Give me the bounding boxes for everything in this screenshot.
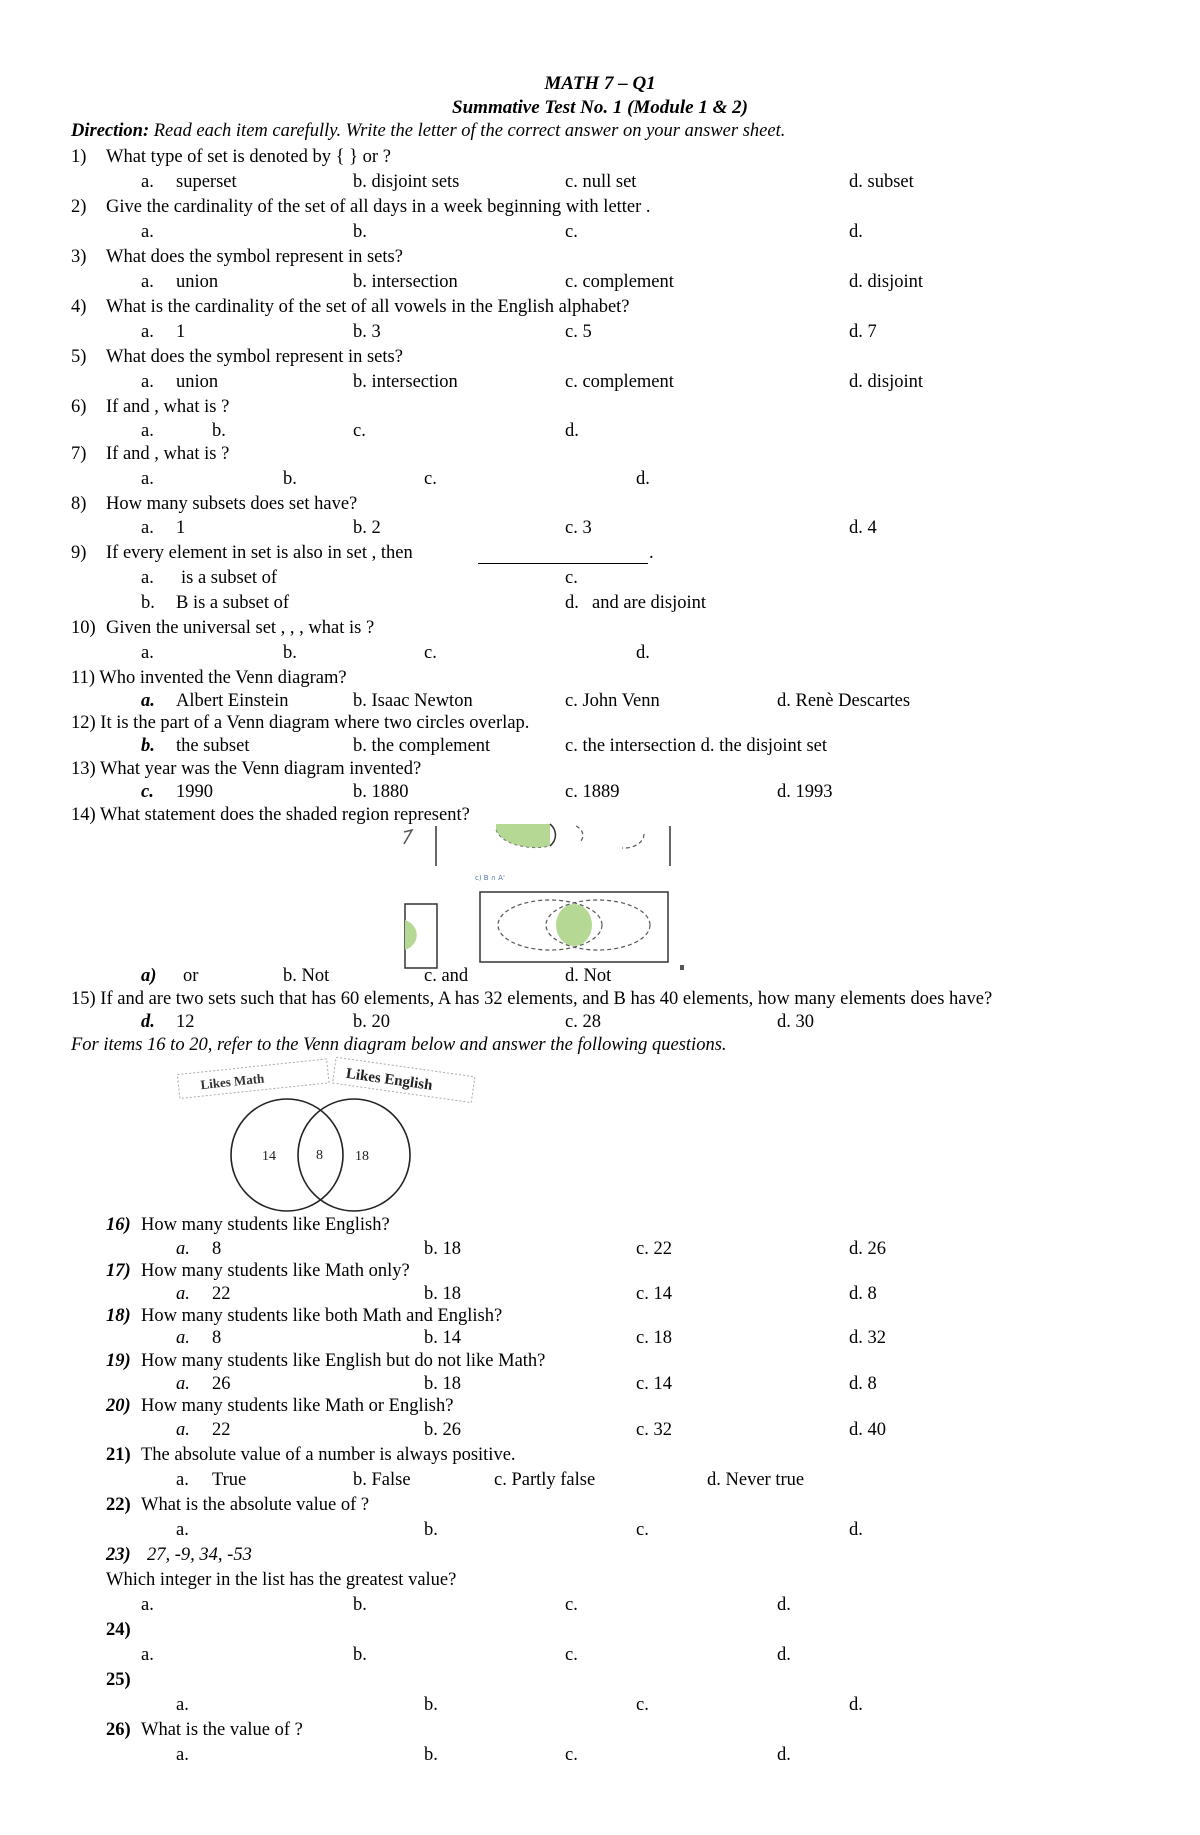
- q11-choice-d: d. Renè Descartes: [777, 691, 911, 711]
- q4-choice-a-letter: a.: [141, 322, 154, 342]
- q12-choice-b: b. the complement: [353, 736, 491, 756]
- q24-number: 24): [106, 1620, 131, 1640]
- q25-choice-a: a.: [176, 1695, 189, 1715]
- q11-choice-c: c. John Venn: [565, 691, 660, 711]
- q19-choice-d: d. 8: [849, 1374, 877, 1394]
- q23-text: Which integer in the list has the greatest value?: [106, 1570, 457, 1590]
- q21-text: The absolute value of a number is always positive.: [141, 1445, 516, 1465]
- page-subtitle: Summative Test No. 1 (Module 1 & 2): [452, 97, 748, 118]
- q12-choice-cd: c. the intersection d. the disjoint set: [565, 736, 828, 756]
- q21-choice-b: b. False: [353, 1470, 411, 1490]
- q25-choice-c: c.: [636, 1695, 649, 1715]
- q19-text: How many students like English but do not like Math?: [141, 1351, 546, 1371]
- q1-choice-a-letter: a.: [141, 172, 154, 192]
- q7-number: 7): [71, 444, 87, 464]
- q21-choice-c: c. Partly false: [494, 1470, 596, 1490]
- q14-text: 14) What statement does the shaded region represent?: [71, 805, 470, 825]
- q26-choice-a: a.: [176, 1745, 189, 1765]
- q18-number: 18): [106, 1306, 131, 1326]
- q14-top-shade: [496, 824, 550, 848]
- q16-choice-b: b. 18: [424, 1239, 461, 1259]
- q2-number: 2): [71, 197, 87, 217]
- q22-choice-b: b.: [424, 1520, 438, 1540]
- q17-choice-d: d. 8: [849, 1284, 877, 1304]
- q6-choice-b: b.: [212, 421, 226, 441]
- q1-choice-a: superset: [176, 172, 237, 192]
- q1-number: 1): [71, 147, 87, 167]
- q10-choice-d: d.: [636, 643, 650, 663]
- q9-text: If every element in set is also in set , then: [106, 543, 413, 563]
- venn-both-value: 8: [316, 1148, 323, 1163]
- q3-choice-a: union: [176, 272, 219, 292]
- venn-label-left: Likes Math: [199, 1070, 265, 1093]
- q4-choice-a: 1: [176, 322, 186, 342]
- q18-choice-b: b. 14: [424, 1328, 461, 1348]
- q17-number: 17): [106, 1261, 131, 1281]
- q8-choice-a: 1: [176, 518, 186, 538]
- q19-choice-c: c. 14: [636, 1374, 672, 1394]
- q11-text: 11) Who invented the Venn diagram?: [71, 668, 347, 688]
- q13-choice-a: 1990: [176, 782, 213, 802]
- q23-choice-b: b.: [353, 1595, 367, 1615]
- q4-text: What is the cardinality of the set of all vowels in the English alphabet?: [106, 297, 630, 317]
- q12-choice-a: the subset: [176, 736, 250, 756]
- q1-choice-d: d. subset: [849, 172, 914, 192]
- q16-text: How many students like English?: [141, 1215, 390, 1235]
- q16-choice-a-letter: a.: [176, 1239, 190, 1259]
- q24-choice-a: a.: [141, 1645, 154, 1665]
- q20-choice-a: 22: [212, 1420, 231, 1440]
- q2-text: Give the cardinality of the set of all days in a week beginning with letter .: [106, 197, 651, 217]
- q14-left-shade: [405, 920, 417, 950]
- q26-choice-b: b.: [424, 1745, 438, 1765]
- q10-choice-c: c.: [424, 643, 437, 663]
- q26-choice-d: d.: [777, 1745, 791, 1765]
- q15-choice-c: c. 28: [565, 1012, 601, 1032]
- q10-choice-a: a.: [141, 643, 154, 663]
- q17-text: How many students like Math only?: [141, 1261, 410, 1281]
- q18-text: How many students like both Math and English?: [141, 1306, 503, 1326]
- q10-number: 10): [71, 618, 96, 638]
- q3-choice-c: c. complement: [565, 272, 674, 292]
- q14-choice-b: b. Not: [283, 966, 330, 986]
- q20-choice-d: d. 40: [849, 1420, 886, 1440]
- q16-number: 16): [106, 1215, 131, 1235]
- q2-choice-c: c.: [565, 222, 578, 242]
- q6-choice-a: a.: [141, 421, 154, 441]
- q8-choice-a-letter: a.: [141, 518, 154, 538]
- q6-text: If and , what is ?: [106, 397, 230, 417]
- q25-choice-d: d.: [849, 1695, 863, 1715]
- q4-choice-b: b. 3: [353, 322, 381, 342]
- q10-text: Given the universal set , , , what is ?: [106, 618, 375, 638]
- q23-choice-d: d.: [777, 1595, 791, 1615]
- q22-choice-a: a.: [176, 1520, 189, 1540]
- q21-choice-a: True: [212, 1470, 247, 1490]
- q7-choice-d: d.: [636, 469, 650, 489]
- q23-number: 23): [106, 1545, 131, 1565]
- q5-text: What does the symbol represent in sets?: [106, 347, 403, 367]
- q23-choice-a: a.: [141, 1595, 154, 1615]
- q16-choice-d: d. 26: [849, 1239, 886, 1259]
- q18-choice-c: c. 18: [636, 1328, 672, 1348]
- q4-number: 4): [71, 297, 87, 317]
- q25-choice-b: b.: [424, 1695, 438, 1715]
- q13-choice-b: b. 1880: [353, 782, 409, 802]
- q19-choice-a: 26: [212, 1374, 231, 1394]
- q9-end: .: [649, 543, 654, 563]
- venn-label-right: Likes English: [344, 1065, 434, 1094]
- q14-choice-a: or: [183, 966, 199, 986]
- q5-choice-b: b. intersection: [353, 372, 458, 392]
- q5-choice-a-letter: a.: [141, 372, 154, 392]
- q7-choice-a: a.: [141, 469, 154, 489]
- q20-text: How many students like Math or English?: [141, 1396, 454, 1416]
- q14-choice-c: c. and: [424, 966, 469, 986]
- q11-choice-a: Albert Einstein: [176, 691, 289, 711]
- q22-number: 22): [106, 1495, 131, 1515]
- q2-choice-d: d.: [849, 222, 863, 242]
- q21-choice-d: d. Never true: [707, 1470, 805, 1490]
- q8-number: 8): [71, 494, 87, 514]
- q19-choice-b: b. 18: [424, 1374, 461, 1394]
- q20-choice-a-letter: a.: [176, 1420, 190, 1440]
- q18-choice-a-letter: a.: [176, 1328, 190, 1348]
- q11-choice-a-letter: a.: [141, 691, 155, 711]
- q9-choice-b: B is a subset of: [176, 593, 290, 613]
- q5-choice-d: d. disjoint: [849, 372, 924, 392]
- q9-number: 9): [71, 543, 87, 563]
- q16-choice-a: 8: [212, 1239, 222, 1259]
- q14-intersection-shade: [556, 904, 592, 946]
- q5-choice-a: union: [176, 372, 219, 392]
- q22-text: What is the absolute value of ?: [141, 1495, 370, 1515]
- q17-choice-b: b. 18: [424, 1284, 461, 1304]
- q3-choice-d: d. disjoint: [849, 272, 924, 292]
- q19-number: 19): [106, 1351, 131, 1371]
- q26-number: 26): [106, 1720, 131, 1740]
- q15-choice-d: d. 30: [777, 1012, 814, 1032]
- q1-choice-b: b. disjoint sets: [353, 172, 460, 192]
- q9-answer-blank: [478, 563, 648, 564]
- q3-text: What does the symbol represent in sets?: [106, 247, 403, 267]
- q14-choice-a-letter: a): [141, 966, 157, 986]
- q9-choice-a-letter: a.: [141, 568, 154, 588]
- q17-choice-a-letter: a.: [176, 1284, 190, 1304]
- q14-venn-figure: [400, 820, 690, 980]
- q13-choice-d: d. 1993: [777, 782, 833, 802]
- q4-choice-d: d. 7: [849, 322, 877, 342]
- q24-choice-d: d.: [777, 1645, 791, 1665]
- q15-choice-b: b. 20: [353, 1012, 390, 1032]
- q13-choice-a-letter: c.: [141, 782, 154, 802]
- q20-choice-b: b. 26: [424, 1420, 461, 1440]
- q3-choice-b: b. intersection: [353, 272, 458, 292]
- q25-number: 25): [106, 1670, 131, 1690]
- q6-choice-c: c.: [353, 421, 366, 441]
- q23-integer-list: 27, -9, 34, -53: [147, 1545, 252, 1565]
- q7-text: If and , what is ?: [106, 444, 230, 464]
- q23-choice-c: c.: [565, 1595, 578, 1615]
- q1-choice-c: c. null set: [565, 172, 637, 192]
- q5-choice-c: c. complement: [565, 372, 674, 392]
- q8-choice-d: d. 4: [849, 518, 877, 538]
- direction-text: Read each item carefully. Write the letter of the correct answer on your answer sheet.: [153, 121, 786, 141]
- venn-diagram: [170, 1055, 480, 1215]
- q6-number: 6): [71, 397, 87, 417]
- q22-choice-c: c.: [636, 1520, 649, 1540]
- q24-choice-b: b.: [353, 1645, 367, 1665]
- q1-text: What type of set is denoted by { } or ?: [106, 147, 391, 167]
- q9-choice-c: c.: [565, 568, 578, 588]
- q3-choice-a-letter: a.: [141, 272, 154, 292]
- q8-text: How many subsets does set have?: [106, 494, 358, 514]
- q22-choice-d: d.: [849, 1520, 863, 1540]
- q7-choice-b: b.: [283, 469, 297, 489]
- q14-choice-d: d. Not: [565, 966, 612, 986]
- q11-choice-b: b. Isaac Newton: [353, 691, 473, 711]
- q21-choice-a-letter: a.: [176, 1470, 189, 1490]
- q13-choice-c: c. 1889: [565, 782, 620, 802]
- q6-choice-d: d.: [565, 421, 579, 441]
- q14-fig-caption: c) B ∩ A': [475, 874, 505, 882]
- q16-choice-c: c. 22: [636, 1239, 672, 1259]
- q9-choice-d: and are disjoint: [592, 593, 707, 613]
- q19-choice-a-letter: a.: [176, 1374, 190, 1394]
- q21-number: 21): [106, 1445, 131, 1465]
- q17-choice-c: c. 14: [636, 1284, 672, 1304]
- q3-number: 3): [71, 247, 87, 267]
- q18-choice-d: d. 32: [849, 1328, 886, 1348]
- q15-choice-a-letter: d.: [141, 1012, 155, 1032]
- q5-number: 5): [71, 347, 87, 367]
- q4-choice-c: c. 5: [565, 322, 592, 342]
- q7-choice-c: c.: [424, 469, 437, 489]
- q24-choice-c: c.: [565, 1645, 578, 1665]
- q8-choice-c: c. 3: [565, 518, 592, 538]
- q20-number: 20): [106, 1396, 131, 1416]
- q10-choice-b: b.: [283, 643, 297, 663]
- venn-instructions: For items 16 to 20, refer to the Venn diagram below and answer the following questions.: [71, 1035, 727, 1055]
- q15-text: 15) If and are two sets such that has 60 elements, A has 32 elements, and B has 40 elements, how many elements does have?: [71, 989, 993, 1009]
- q15-choice-a: 12: [176, 1012, 195, 1032]
- page-title: MATH 7 – Q1: [544, 73, 656, 94]
- q20-choice-c: c. 32: [636, 1420, 672, 1440]
- q9-choice-b-letter: b.: [141, 593, 155, 613]
- venn-english-only-value: 18: [355, 1149, 369, 1164]
- q2-choice-a: a.: [141, 222, 154, 242]
- q18-choice-a: 8: [212, 1328, 222, 1348]
- venn-math-only-value: 14: [262, 1149, 276, 1164]
- direction-label: Direction:: [71, 121, 150, 141]
- directions: [71, 122, 785, 141]
- q17-choice-a: 22: [212, 1284, 231, 1304]
- q12-text: 12) It is the part of a Venn diagram where two circles overlap.: [71, 713, 530, 733]
- q26-choice-c: c.: [565, 1745, 578, 1765]
- q26-text: What is the value of ?: [141, 1720, 303, 1740]
- q9-choice-d-letter: d.: [565, 593, 579, 613]
- q8-choice-b: b. 2: [353, 518, 381, 538]
- q2-choice-b: b.: [353, 222, 367, 242]
- q9-choice-a: is a subset of: [181, 568, 278, 588]
- q12-choice-a-letter: b.: [141, 736, 155, 756]
- q13-text: 13) What year was the Venn diagram invented?: [71, 759, 422, 779]
